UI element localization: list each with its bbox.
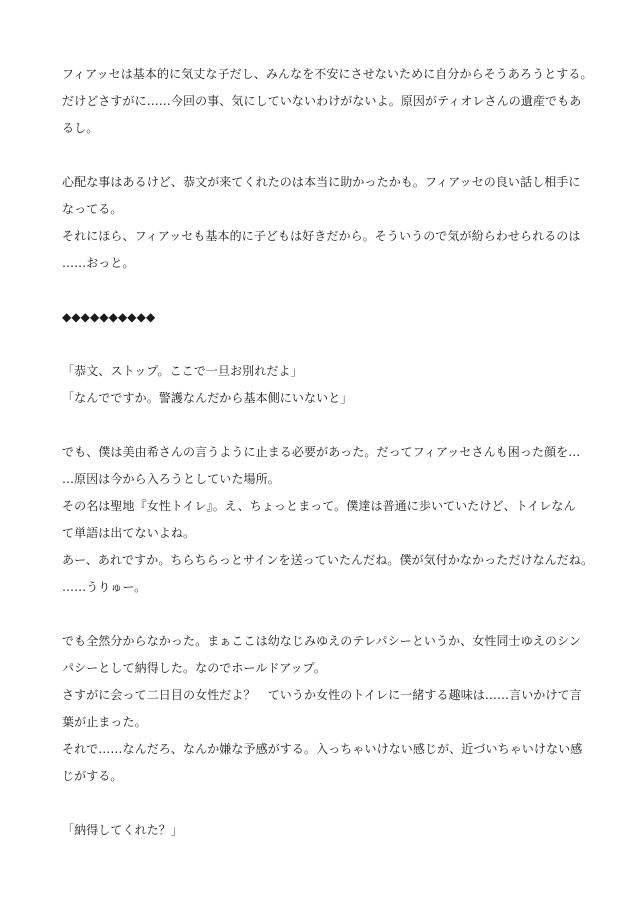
text-line: じがする。 <box>62 769 123 783</box>
blank-line <box>62 277 582 304</box>
text-line: さすがに会って二日目の女性だよ？ ていうか女性のトイレに一緒する趣味は……言いかけて言 <box>62 688 582 702</box>
document-text <box>62 61 594 844</box>
text-line: 心配な事はあるけど、恭文が来てくれたのは本当に助かったかも。フィアッセの良い話し相手に <box>62 175 581 189</box>
text-line: ◆◆◆◆◆◆◆◆◆◆ <box>62 310 156 324</box>
text-line: フィアッセは基本的に気丈な子だし、みんなを不安にさせないために自分からそうあろうとする。 <box>62 67 593 81</box>
blank-line <box>62 790 582 817</box>
text-line: 「なんでですか。警護なんだから基本側にいないと」 <box>62 391 353 405</box>
text-line: 葉が止まった。 <box>62 715 147 729</box>
text-line: 「恭文、ストップ。ここで一旦お別れだよ」 <box>62 364 303 378</box>
text-line: でも、僕は美由希さんの言うように止まる必要があった。だってフィアッセさんも困った顔を… <box>62 445 581 459</box>
text-line: その名は聖地『女性トイレ』。え、ちょっとまって。僕達は普通に歩いていたけど、トイレなん <box>62 499 576 513</box>
text-line: なってる。 <box>62 202 123 216</box>
text-line: 「納得してくれた？」 <box>62 823 184 837</box>
text-line: あー、あれですか。ちらちらっとサインを送っていたんだね。僕が気付かなかっただけなんだね。 <box>62 553 594 567</box>
text-line: パシーとして納得した。なのでホールドアップ。 <box>62 661 326 675</box>
blank-line <box>62 142 582 169</box>
text-line: それにほら、フィアッセも基本的に子どもは好きだから。そういうので気が紛らわせられるのは <box>62 229 581 243</box>
blank-line <box>62 412 582 439</box>
text-line: て単語は出てないよね。 <box>62 526 196 540</box>
blank-line <box>62 331 582 358</box>
text-line: るし。 <box>62 121 99 135</box>
text-line: ……うりゅー。 <box>62 580 147 594</box>
text-line: ……おっと。 <box>62 256 135 270</box>
text-line: だけどさすがに……今回の事、気にしていないわけがないよ。原因がティオレさんの遺産でもあ <box>62 94 582 108</box>
text-line: …原因は今から入ろうとしていた場所。 <box>62 472 280 486</box>
blank-line <box>62 601 582 628</box>
text-line: でも全然分からなかった。まぁここは幼なじみゆえのテレパシーというか、女性同士ゆえのシン <box>62 634 581 648</box>
text-line: それで……なんだろ、なんか嫌な予感がする。入っちゃいけない感じが、近づいちゃいけない感 <box>62 742 583 756</box>
